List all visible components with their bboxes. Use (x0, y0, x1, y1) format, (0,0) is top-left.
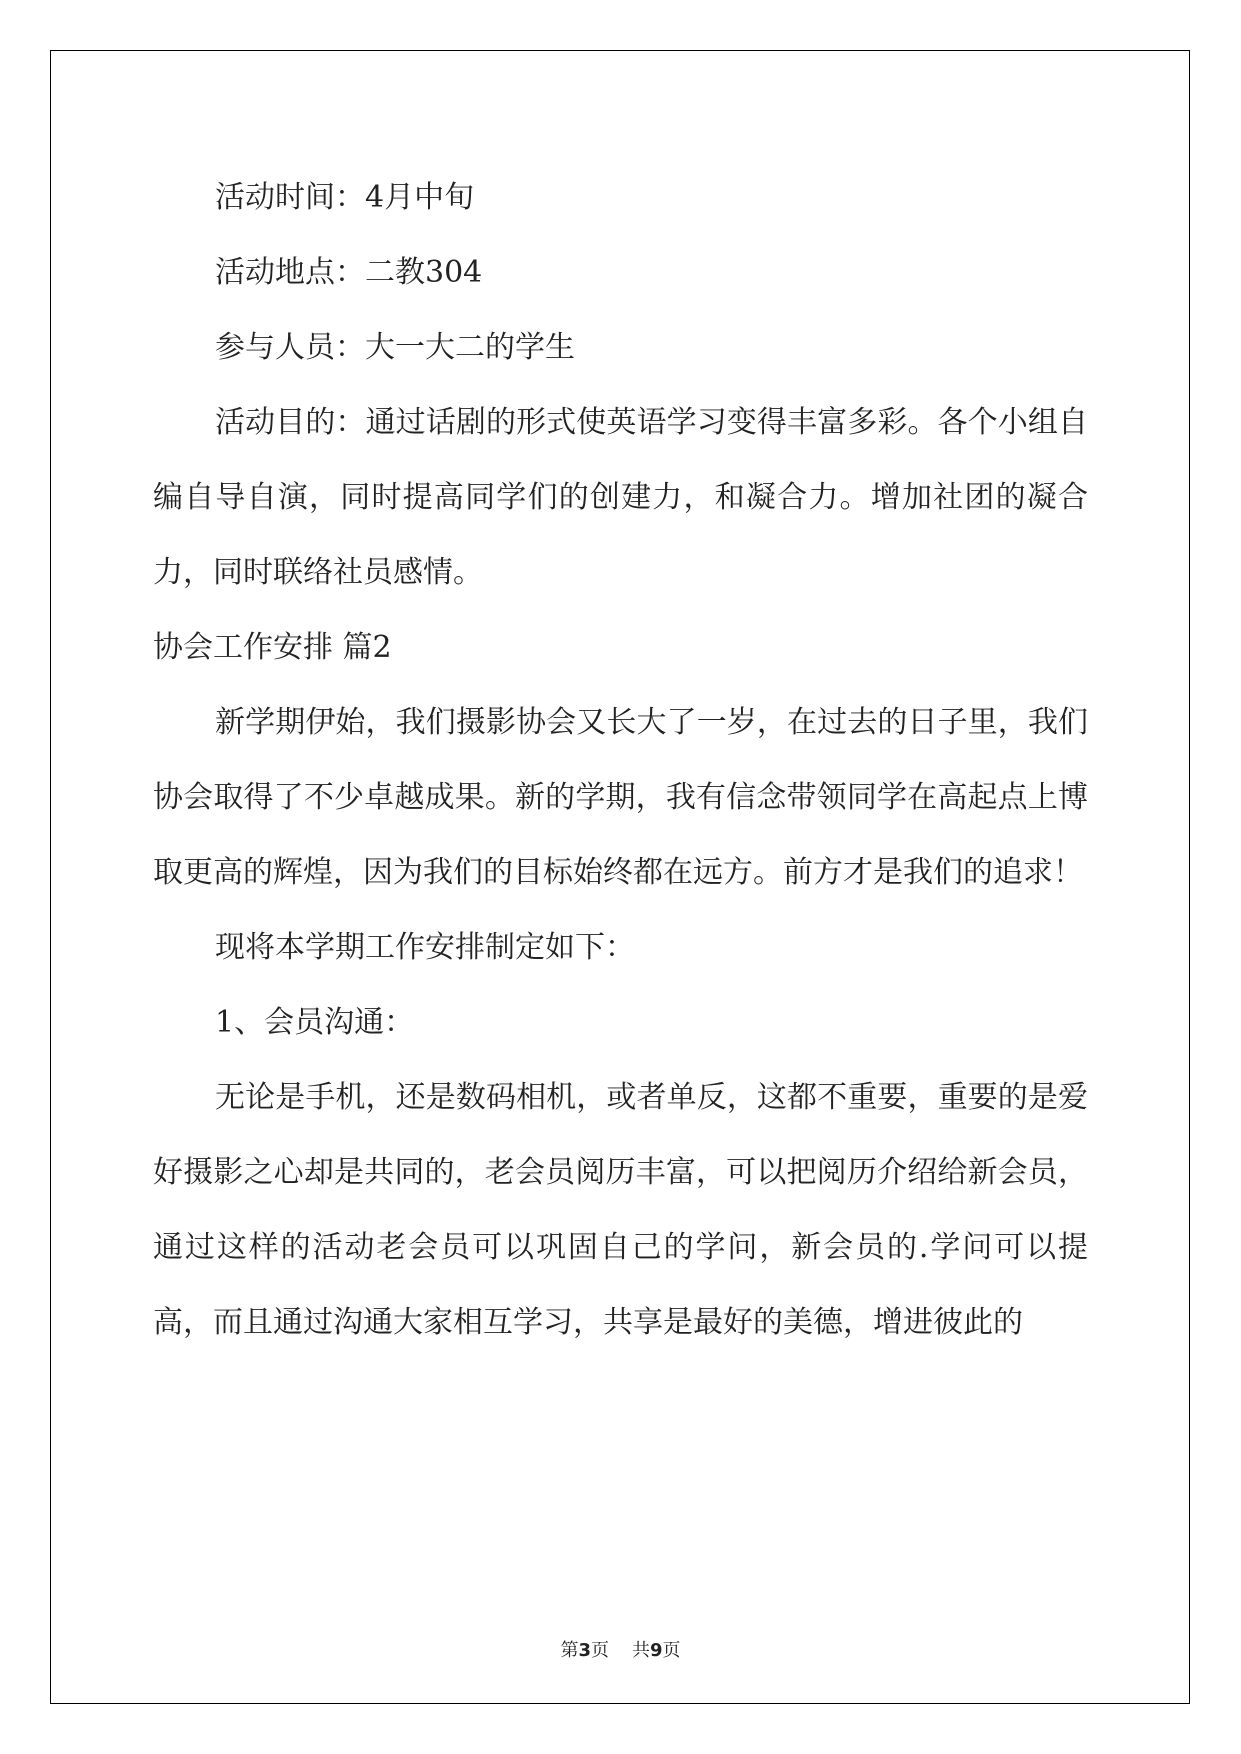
paragraph-activity-purpose: 活动目的：通过话剧的形式使英语学习变得丰富多彩。各个小组自编自导自演，同时提高同学们的创建力，和凝合力。增加社团的凝合力，同时联络社员感情。 (153, 405, 1088, 590)
paragraph-item-1-heading: 1、会员沟通： (215, 1005, 415, 1040)
paragraph-activity-location: 活动地点：二教304 (215, 255, 483, 290)
paragraph-member-communication: 无论是手机，还是数码相机，或者单反，这都不重要，重要的是爱好摄影之心却是共同的，老会员阅历丰富，可以把阅历介绍给新会员，通过这样的活动老会员可以巩固自己的学问，新会员的.学问可以提高，而且通过沟通大家相互学习，共享是最好的美德，增进彼此的 (153, 1080, 1088, 1340)
footer-page-prefix: 第 (560, 1640, 579, 1661)
paragraph-activity-time: 活动时间：4月中旬 (215, 180, 475, 215)
paragraph-plan-lead: 现将本学期工作安排制定如下： (215, 930, 635, 965)
footer-total-suffix: 页 (662, 1640, 681, 1661)
footer-page-suffix: 页 (591, 1640, 610, 1661)
document-body (153, 160, 1088, 1360)
section-heading: 协会工作安排 篇2 (153, 630, 392, 665)
paragraph-participants: 参与人员：大一大二的学生 (215, 330, 575, 365)
paragraph-intro: 新学期伊始，我们摄影协会又长大了一岁，在过去的日子里，我们协会取得了不少卓越成果。新的学期，我有信念带领同学在高起点上博取更高的辉煌，因为我们的目标始终都在远方。前方才是我们的追求！ (153, 705, 1088, 890)
footer-total-prefix: 共 (631, 1640, 650, 1661)
page-footer (0, 1636, 1241, 1662)
footer-total-number: 9 (649, 1640, 663, 1661)
footer-page-number: 3 (578, 1640, 592, 1661)
